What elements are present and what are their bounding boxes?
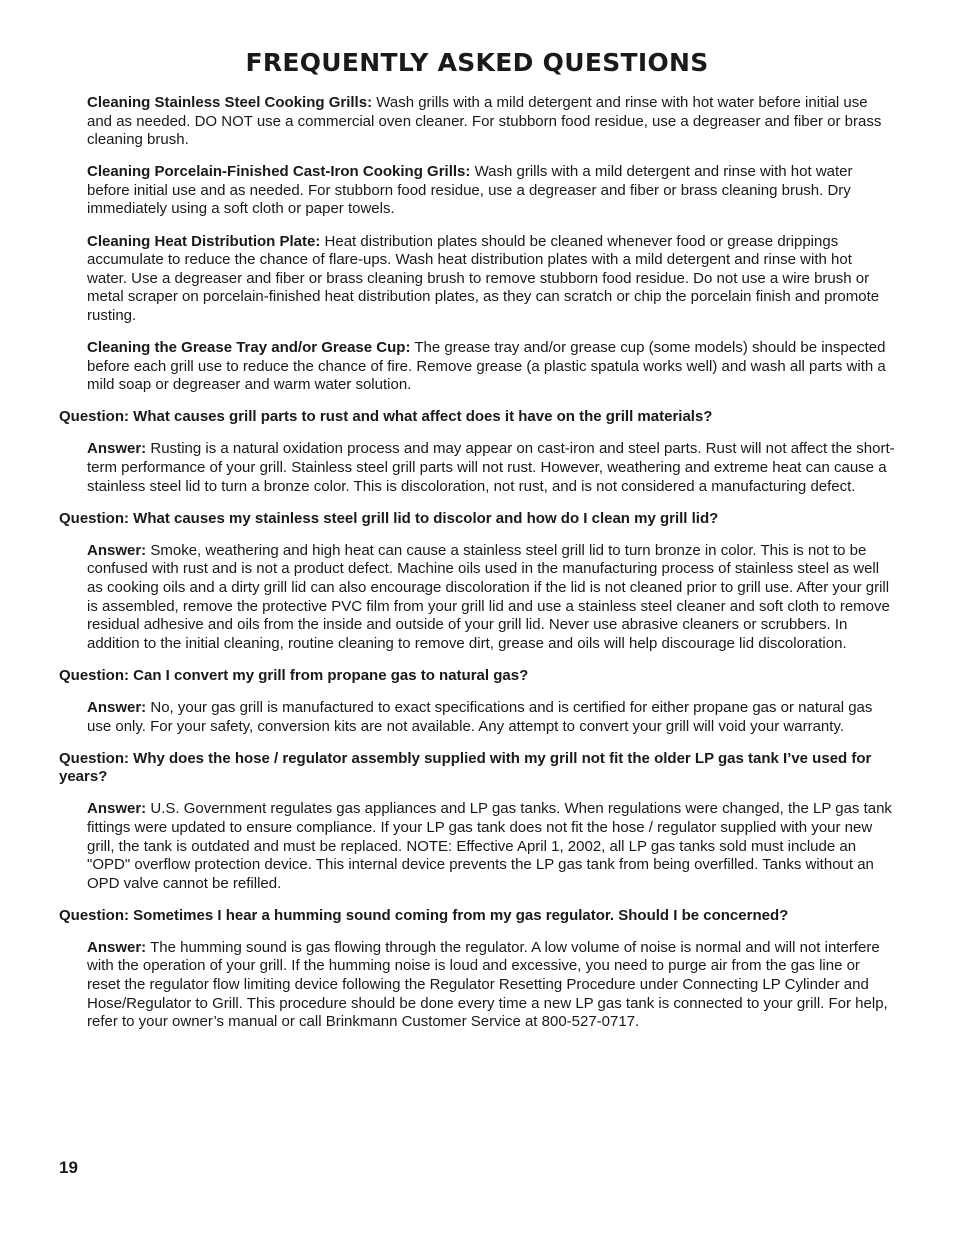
faq-question-humming: Question: Sometimes I hear a humming sound coming from my gas regulator. Should I be concerned? [59,906,789,924]
answer-text: Smoke, weathering and high heat can cause a stainless steel grill lid to turn bronze in color. This is not to be confused with rust and is not a product defect. Machine oils used in the manufacturing process of stainless steel as well as cooking oils and a dirty grill lid can also encourage discoloration if the lid is not cleaned prior to grill use. After your grill is assembled, remove the protective PVC film from your grill lid and use a stainless steel cleaner and soft cloth to remove residual adhesive and oils from the inside and outside of your grill lid. Never use abrasive cleaners or scrubbers. In addition to the initial cleaning, routine cleaning to remove dirt, grease and oils will help discourage lid discoloration. [87,541,890,652]
answer-lead: Answer: [87,938,147,956]
answer-lead: Answer: [87,541,147,559]
paragraph-text: Heat distribution plates should be cleaned whenever food or grease drippings accumulate to reduce the chance of flare-ups. Wash heat distribution plates with a mild detergent and rinse with hot water. Use a degreaser and fiber or brass cleaning brush to remove stubborn food residue. Do not use a wire brush or metal scraper on porcelain-finished heat distribution plates, as they can scratch or chip the porcelain finish and promote rusting. [87,232,880,324]
faq-answer-rust [87,440,895,496]
faq-answer-humming [87,939,895,1032]
cleaning-grease-tray [87,339,895,395]
faq-question-rust: Question: What causes grill parts to rust and what affect does it have on the grill materials? [59,408,713,426]
faq-content [59,94,895,1045]
answer-lead: Answer: [87,440,147,458]
cleaning-stainless-grills [87,94,895,150]
paragraph-lead: Cleaning the Grease Tray and/or Grease Cup: [87,339,411,357]
answer-text: No, your gas grill is manufactured to exact specifications and is certified for either propane gas or natural gas use only. For your safety, conversion kits are not available. Any attempt to convert your grill will void your warranty. [87,698,873,735]
page-title: FREQUENTLY ASKED QUESTIONS [245,48,709,77]
page-number: 19 [59,1158,78,1177]
cleaning-heat-distribution-plate [87,233,895,326]
paragraph-lead: Cleaning Stainless Steel Cooking Grills: [87,94,373,111]
paragraph-text: Wash grills with a mild detergent and rinse with hot water before initial use and as needed. DO NOT use a commercial oven cleaner. For stubborn food residue, use a degreaser and fiber or brass cleaning brush. [87,94,882,149]
paragraph-lead: Cleaning Heat Distribution Plate: [87,232,321,250]
faq-question-convert-gas: Question: Can I convert my grill from propane gas to natural gas? [59,666,529,684]
faq-question-hose-regulator: Question: Why does the hose / regulator assembly supplied with my grill not fit the older LP gas tank I’ve used for years? [59,749,872,786]
faq-question-lid-discolor: Question: What causes my stainless steel grill lid to discolor and how do I clean my grill lid? [59,509,719,527]
paragraph-text: Wash grills with a mild detergent and rinse with hot water before initial use and as needed. For stubborn food residue, use a degreaser and fiber or brass cleaning brush. Dry immediately using a soft cloth or paper towels. [87,163,853,218]
paragraph-text: The grease tray and/or grease cup (some models) should be inspected before each grill use to reduce the chance of fire. Remove grease (a plastic spatula works well) and wash all parts with a mild soap or degreaser and warm water solution. [87,339,886,394]
answer-lead: Answer: [87,698,147,716]
paragraph-lead: Cleaning Porcelain-Finished Cast-Iron Cooking Grills: [87,163,471,181]
answer-lead: Answer: [87,800,147,818]
answer-text: The humming sound is gas flowing through the regulator. A low volume of noise is normal and will not interfere with the operation of your grill. If the humming noise is loud and excessive, you need to purge air from the gas line or reset the regulator flow limiting device following the Regulator Resetting Procedure under Connecting LP Cylinder and Hose/Regulator to Grill. This procedure should be done every time a new LP gas tank is connected to your grill. For help, refer to your owner’s manual or call Brinkmann Customer Service at 800-527-0717. [87,938,888,1031]
faq-answer-hose-regulator [87,800,895,893]
answer-text: Rusting is a natural oxidation process and may appear on cast-iron and steel parts. Rust will not affect the short-term performance of your grill. Stainless steel grill parts will not rust. However, weathering and extreme heat can cause a stainless steel lid to turn a bronze color. This is discoloration, not rust, and is not considered a manufacturing defect. [87,440,895,495]
cleaning-porcelain-grills [87,163,895,219]
faq-answer-lid-discolor [87,542,895,654]
answer-text: U.S. Government regulates gas appliances and LP gas tanks. When regulations were changed, the LP gas tank fittings were updated to ensure compliance. If your LP gas tank does not fit the hose / regulator supplied with your new grill, the tank is outdated and must be replaced. NOTE: Effective April 1, 2002, all LP gas tanks sold must include an "OPD" overflow protection device. This internal device prevents the LP gas tank from being overfilled. Tanks without an OPD valve cannot be refilled. [87,800,892,892]
faq-answer-convert-gas [87,699,895,736]
